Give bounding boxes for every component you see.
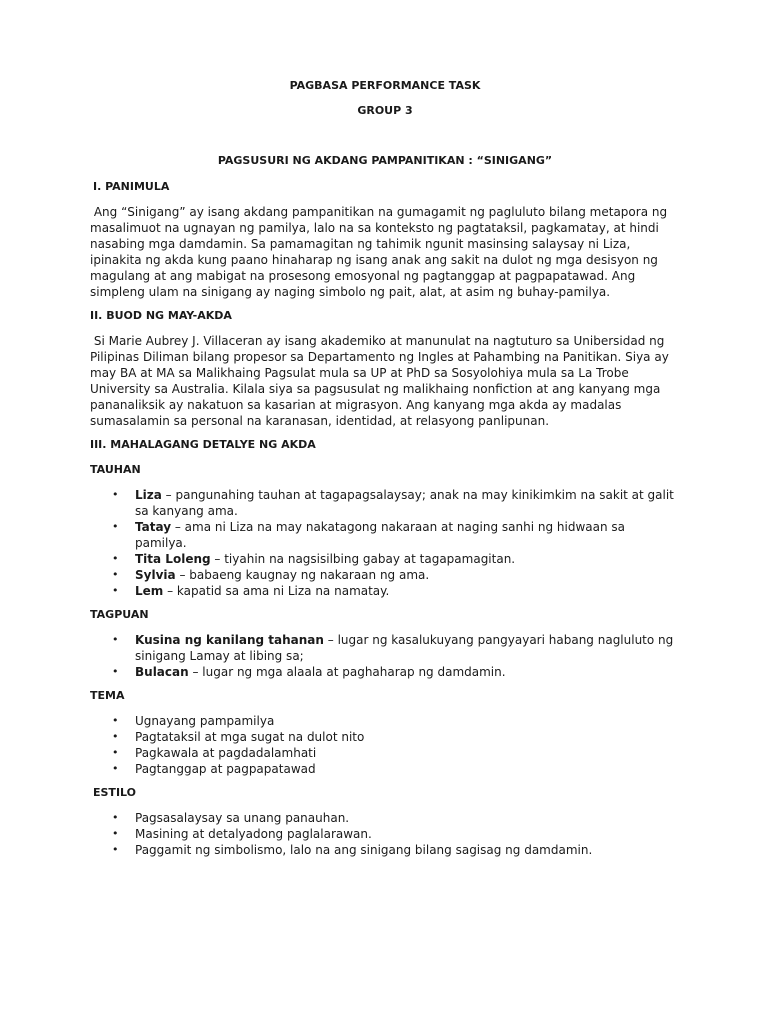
- tagpuan-list: [90, 632, 680, 680]
- character-name: Sylvia: [135, 568, 176, 582]
- setting-desc: – lugar ng kasalukuyang pangyayari habang nagluluto ng sinigang Lamay at libing sa;: [135, 633, 674, 663]
- bullet-icon: •: [112, 552, 119, 565]
- list-item: [90, 729, 680, 745]
- bullet-icon: •: [112, 714, 119, 727]
- list-item: [90, 664, 680, 680]
- theme-text: Pagtataksil at mga sugat na dulot nito: [135, 730, 365, 744]
- theme-text: Pagtanggap at pagpapatawad: [135, 762, 316, 776]
- panimula-paragraph: Ang “Sinigang” ay isang akdang pampanitikan na gumagamit ng pagluluto bilang metapora ng masalimuot na ugnayan ng pamilya, lalo na sa konteksto ng pagtataksil, pagkamatay, at hindi nasabing mga damdamin. Sa pamamagitan ng tahimik ngunit masinsing salaysay ni Liza, ipinakita ng akda kung paano hinaharap ng isang anak ang sakit na dulot ng mga desisyon ng magulang at ang mabigat na prosesong emosyonal ng pagtanggap at pagpapatawad. Ang simpleng ulam na sinigang ay naging simbolo ng pait, alat, at asim ng buhay-pamilya.: [90, 205, 671, 299]
- list-item: [90, 810, 680, 826]
- character-name: Liza: [135, 488, 162, 502]
- section-heading-detalye: III. MAHALAGANG DETALYE NG AKDA: [90, 438, 316, 451]
- list-item: [90, 583, 680, 599]
- character-name: Lem: [135, 584, 164, 598]
- list-item: [90, 567, 680, 583]
- bullet-icon: •: [112, 827, 119, 840]
- subheading-tauhan: TAUHAN: [90, 463, 141, 476]
- bullet-icon: •: [112, 811, 119, 824]
- style-text: Pagsasalaysay sa unang panauhan.: [135, 811, 350, 825]
- style-text: Masining at detalyadong paglalarawan.: [135, 827, 372, 841]
- bullet-icon: •: [112, 584, 119, 597]
- estilo-list: [90, 810, 680, 858]
- list-item: [90, 761, 680, 777]
- character-desc: – kapatid sa ama ni Liza na namatay.: [163, 584, 390, 598]
- tauhan-list: [90, 487, 680, 599]
- character-name: Tatay: [135, 520, 172, 534]
- character-desc: – babaeng kaugnay ng nakaraan ng ama.: [175, 568, 430, 582]
- theme-text: Ugnayang pampamilya: [135, 714, 275, 728]
- bullet-icon: •: [112, 730, 119, 743]
- list-item: [90, 551, 680, 567]
- character-desc: – ama ni Liza na may nakatagong nakaraan at naging sanhi ng hidwaan sa pamilya.: [135, 520, 625, 550]
- subheading-estilo: ESTILO: [93, 786, 137, 799]
- bullet-icon: •: [112, 633, 119, 646]
- list-item: [90, 519, 680, 551]
- character-desc: – tiyahin na nagsisilbing gabay at tagapamagitan.: [210, 552, 516, 566]
- style-text: Paggamit ng simbolismo, lalo na ang sinigang bilang sagisag ng damdamin.: [135, 843, 593, 857]
- character-desc: – pangunahing tauhan at tagapagsalaysay; anak na may kinikimkim na sakit at galit sa kanyang ama.: [135, 488, 674, 518]
- theme-text: Pagkawala at pagdadalamhati: [135, 746, 317, 760]
- list-item: [90, 745, 680, 761]
- analysis-title: PAGSUSURI NG AKDANG PAMPANITIKAN : “SINIGANG”: [217, 154, 553, 167]
- character-name: Tita Loleng: [135, 552, 211, 566]
- document-content: [90, 78, 680, 866]
- subheading-tema: TEMA: [90, 689, 125, 702]
- list-item: [90, 632, 680, 664]
- bullet-icon: •: [112, 488, 119, 501]
- buod-paragraph: Si Marie Aubrey J. Villaceran ay isang akademiko at manunulat na nagtuturo sa Unibersidad ng Pilipinas Diliman bilang propesor sa Departamento ng Ingles at Pahambing na Panitikan. Siya ay may BA at MA sa Malikhaing Pagsulat mula sa UP at PhD sa Sosyolohiya mula sa La Trobe University sa Australia. Kilala siya sa pagsusulat ng malikhaing nonfiction at ang kanyang mga pananaliksik ay nakatuon sa kasarian at migrasyon. Ang kanyang mga akda ay madalas sumasalamin sa personal na karanasan, identidad, at relasyong panlipunan.: [90, 334, 673, 428]
- bullet-icon: •: [112, 762, 119, 775]
- list-item: [90, 713, 680, 729]
- list-item: [90, 826, 680, 842]
- group-label: GROUP 3: [357, 104, 413, 117]
- list-item: [90, 487, 680, 519]
- bullet-icon: •: [112, 843, 119, 856]
- section-heading-buod: II. BUOD NG MAY-AKDA: [90, 309, 232, 322]
- tema-list: [90, 713, 680, 777]
- subheading-tagpuan: TAGPUAN: [90, 608, 149, 621]
- setting-name: Kusina ng kanilang tahanan: [135, 633, 324, 647]
- document-title: PAGBASA PERFORMANCE TASK: [289, 79, 481, 92]
- section-heading-panimula: I. PANIMULA: [93, 180, 170, 193]
- list-item: [90, 842, 680, 858]
- bullet-icon: •: [112, 520, 119, 533]
- setting-name: Bulacan: [135, 665, 189, 679]
- bullet-icon: •: [112, 746, 119, 759]
- bullet-icon: •: [112, 665, 119, 678]
- bullet-icon: •: [112, 568, 119, 581]
- setting-desc: – lugar ng mga alaala at paghaharap ng damdamin.: [188, 665, 506, 679]
